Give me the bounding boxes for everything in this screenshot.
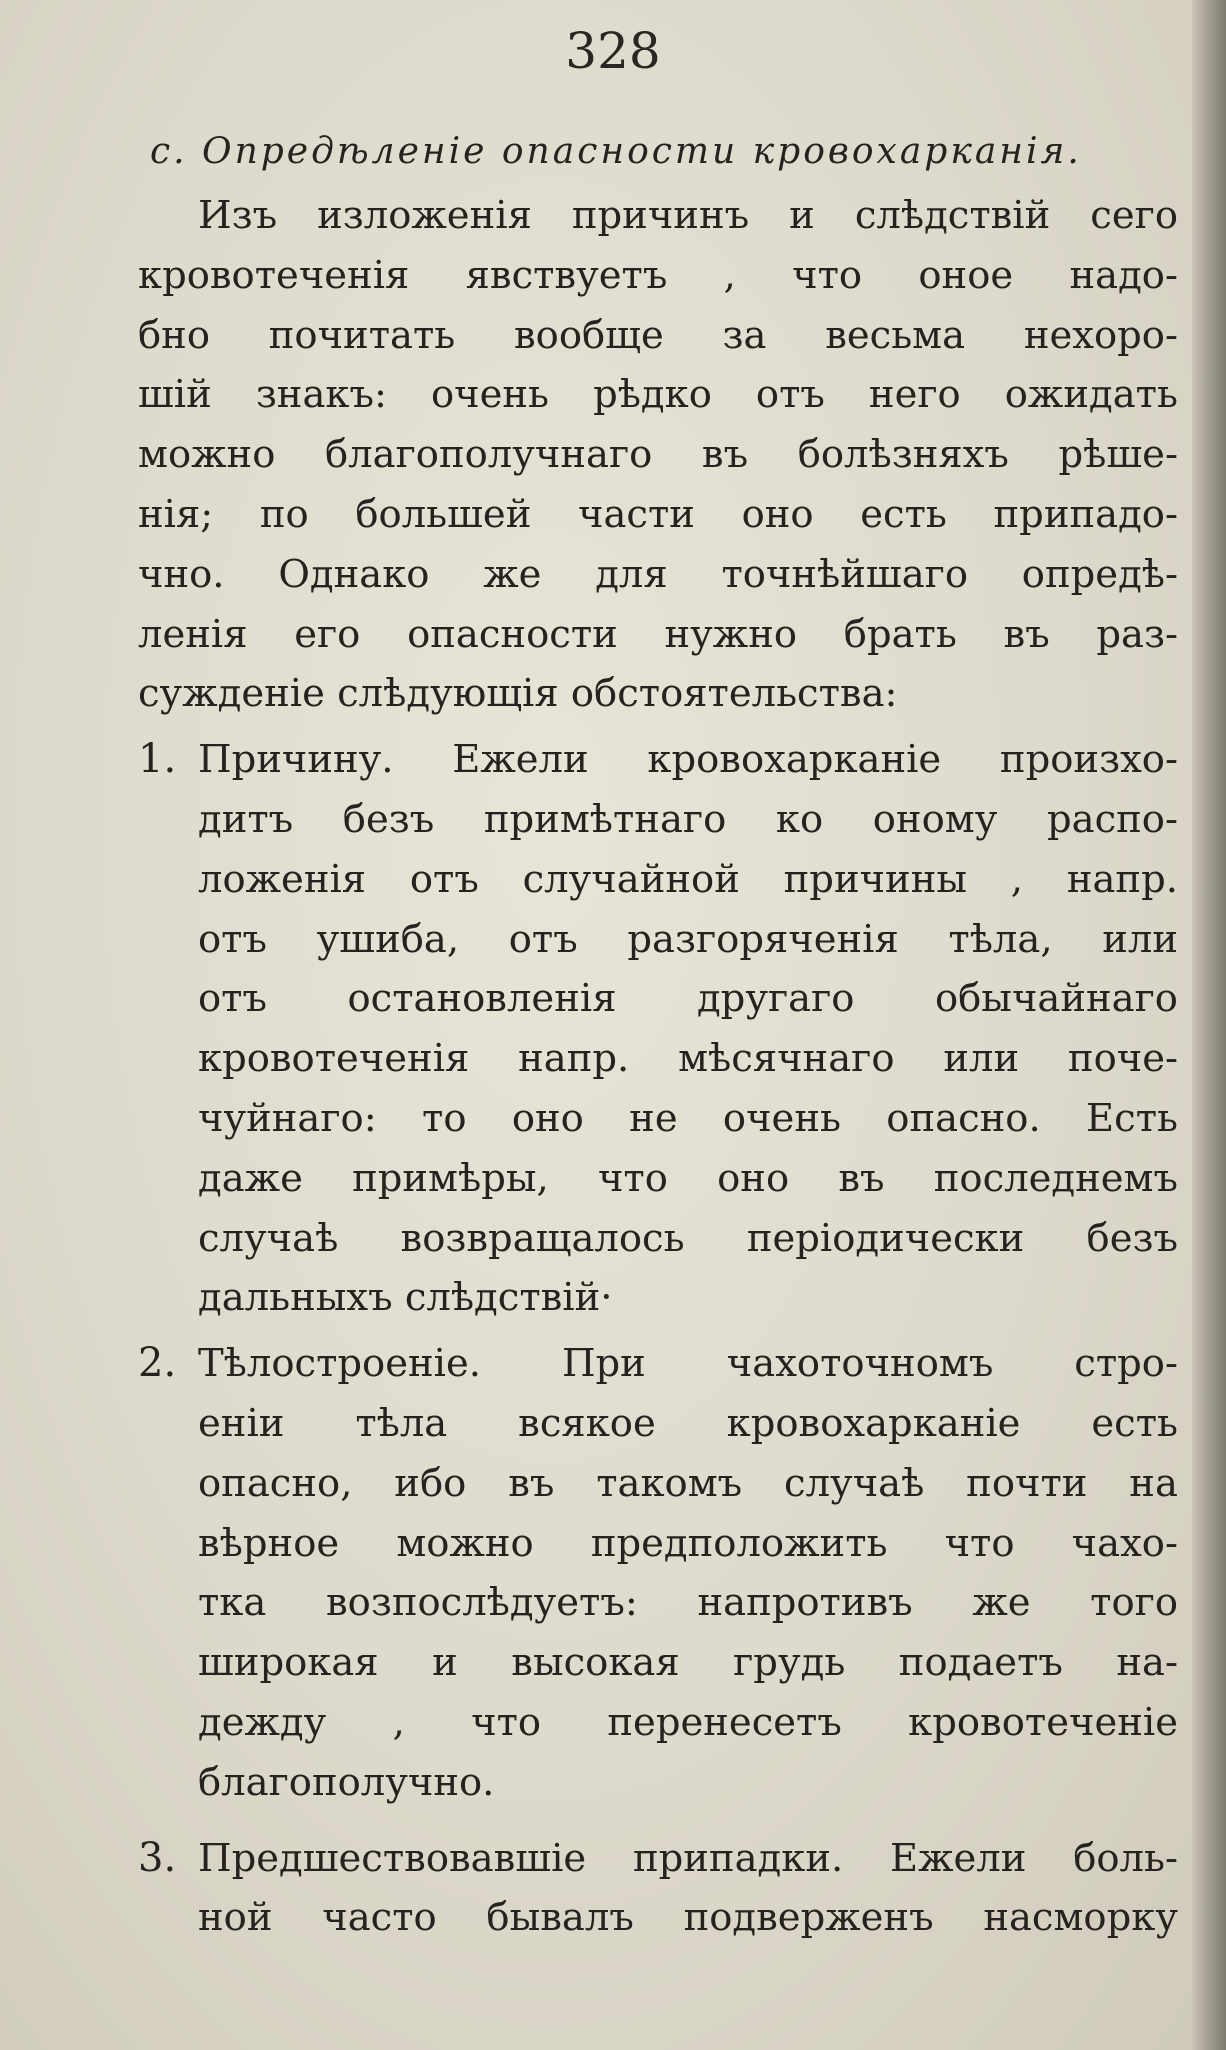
- word: мѣсячнаго: [678, 1036, 895, 1082]
- word: остановленія: [347, 976, 617, 1022]
- word: за: [722, 312, 767, 358]
- word: вообще: [513, 312, 664, 358]
- text-line: [138, 790, 1178, 850]
- word: весьма: [825, 312, 966, 358]
- word: обычайнаго: [934, 976, 1178, 1022]
- list-item-text: [138, 730, 1178, 1328]
- text-line: сужденіе слѣдующія обстоятельства:: [138, 671, 898, 717]
- word: дитъ: [198, 796, 294, 842]
- word: отъ: [198, 976, 267, 1022]
- text-line: [138, 1334, 1178, 1394]
- word: благополучнаго: [325, 432, 653, 478]
- word: Ежели: [889, 1835, 1027, 1881]
- list-item-3: [138, 1829, 1178, 1949]
- word: ибо: [394, 1460, 467, 1506]
- word: на-: [1116, 1640, 1178, 1686]
- word: ,: [723, 252, 736, 298]
- word: же: [972, 1580, 1031, 1626]
- word: подаетъ: [898, 1640, 1063, 1686]
- text-line: [138, 1209, 1178, 1269]
- word: отъ: [508, 916, 578, 962]
- word: почитать: [268, 312, 456, 358]
- word: рѣдко: [593, 372, 712, 418]
- word: что: [792, 252, 863, 298]
- word: примѣры,: [352, 1155, 549, 1201]
- word: ко: [775, 796, 824, 842]
- list-item-number: 3.: [138, 1834, 177, 1881]
- word: оному: [872, 796, 998, 842]
- text-line: [138, 1573, 1178, 1633]
- word: для: [595, 551, 668, 597]
- word: чно.: [138, 551, 225, 597]
- word: тѣла: [355, 1400, 448, 1446]
- text-line: [138, 485, 1178, 545]
- word: въ: [701, 432, 749, 478]
- word: часто: [322, 1895, 437, 1941]
- word: припадо-: [993, 491, 1178, 537]
- text-line: [138, 969, 1178, 1029]
- word: оное: [918, 252, 1014, 298]
- word: насморку: [983, 1895, 1178, 1941]
- text-line: [138, 730, 1178, 790]
- word: оно: [511, 1095, 584, 1141]
- word: подверженъ: [683, 1895, 934, 1941]
- word: широкая: [198, 1640, 379, 1686]
- text-line: [138, 1829, 1178, 1889]
- word: опасности: [407, 611, 618, 657]
- word: такомъ: [596, 1460, 743, 1506]
- text-line: [138, 910, 1178, 970]
- word: очень: [430, 372, 550, 418]
- word: ленія: [138, 611, 248, 657]
- word: предположить: [590, 1520, 888, 1566]
- word: на: [1129, 1460, 1178, 1506]
- word: случаѣ: [784, 1460, 925, 1506]
- word: періодически: [746, 1215, 1025, 1261]
- word: въ: [1003, 611, 1050, 657]
- page-body: [138, 122, 1178, 1948]
- text-line: [138, 1693, 1178, 1753]
- word: безъ: [342, 796, 435, 842]
- word: Есть: [1086, 1095, 1178, 1141]
- word: отъ: [198, 916, 267, 962]
- word: кровотеченія: [138, 252, 410, 298]
- word: кровотеченія: [198, 1036, 470, 1082]
- word: что: [471, 1699, 542, 1745]
- word: последнемъ: [933, 1155, 1178, 1201]
- word: можно: [396, 1520, 534, 1566]
- word: его: [294, 611, 361, 657]
- word: въ: [508, 1460, 555, 1506]
- word: возвращалось: [400, 1215, 685, 1261]
- word: него: [868, 372, 961, 418]
- word: кровохарканіе: [647, 737, 942, 783]
- word: опредѣ-: [1021, 551, 1178, 597]
- word: всякое: [518, 1400, 656, 1446]
- text-line: [138, 1454, 1178, 1514]
- word: бывалъ: [486, 1895, 634, 1941]
- word: чахоточномъ: [726, 1341, 994, 1387]
- intro-paragraph: [138, 186, 1178, 724]
- word: въ: [838, 1155, 885, 1201]
- word: припадки.: [632, 1835, 844, 1881]
- word: брать: [843, 611, 957, 657]
- word: случайной: [522, 856, 740, 902]
- word: нехоро-: [1023, 312, 1178, 358]
- word: чуйнаго:: [198, 1095, 377, 1141]
- word: и: [789, 193, 815, 238]
- text-line: [138, 186, 1178, 246]
- word: можно: [138, 432, 276, 478]
- word: ной: [198, 1895, 273, 1941]
- word: болѣзняхъ: [797, 432, 1009, 478]
- word: поче-: [1067, 1036, 1178, 1082]
- section-heading: c. Опредѣленіе опасности кровохарканія.: [150, 131, 1082, 172]
- word: что: [944, 1520, 1015, 1566]
- word: того: [1090, 1580, 1178, 1626]
- word: ,: [1010, 856, 1024, 902]
- word: ушиба,: [316, 916, 460, 962]
- word: точнѣйшаго: [721, 551, 969, 597]
- list-item-text: [138, 1829, 1178, 1949]
- list-item-1: [138, 730, 1178, 1328]
- word: перенесетъ: [607, 1699, 842, 1745]
- list-item-2: [138, 1334, 1178, 1812]
- page-number: 328: [565, 22, 661, 80]
- word: по: [259, 491, 309, 537]
- word: Ежели: [452, 737, 589, 783]
- word: отъ: [755, 372, 825, 418]
- word: или: [943, 1036, 1020, 1082]
- list-item-number: 1.: [138, 736, 177, 783]
- word: Тѣлостроеніе.: [198, 1341, 481, 1387]
- word: бно: [138, 312, 211, 358]
- word: вѣрное: [198, 1520, 340, 1566]
- text-line: [138, 365, 1178, 425]
- word: нужно: [664, 611, 798, 657]
- word: есть: [860, 491, 947, 537]
- word: причины: [783, 856, 968, 902]
- word: ,: [392, 1699, 405, 1745]
- text-line: [138, 1089, 1178, 1149]
- word: Предшествовавшіе: [198, 1835, 587, 1881]
- word: стро-: [1074, 1341, 1178, 1387]
- word: изложенія: [317, 193, 532, 238]
- word: есть: [1091, 1400, 1178, 1446]
- word: знакъ:: [255, 372, 387, 418]
- word: оно: [717, 1155, 790, 1201]
- word: рѣше-: [1058, 432, 1178, 478]
- text-line: [138, 1633, 1178, 1693]
- word: оно: [741, 491, 814, 537]
- word: дежду: [198, 1699, 327, 1745]
- text-line: [138, 850, 1178, 910]
- text-line: [138, 306, 1178, 366]
- word: даже: [198, 1155, 303, 1201]
- word: Изъ: [198, 193, 278, 238]
- word: разгоряченія: [627, 916, 899, 962]
- word: грудь: [733, 1640, 846, 1686]
- word: ложенія: [198, 856, 367, 902]
- word: тка: [198, 1580, 267, 1626]
- word: причинъ: [571, 193, 750, 238]
- word: явствуетъ: [465, 252, 668, 298]
- text-line: [138, 1149, 1178, 1209]
- word: произхо-: [999, 737, 1178, 783]
- word: же: [483, 551, 542, 597]
- word: почти: [966, 1460, 1088, 1506]
- text-line: [138, 1394, 1178, 1454]
- word: еніи: [198, 1400, 285, 1446]
- word: безъ: [1086, 1215, 1178, 1261]
- word: другаго: [696, 976, 855, 1022]
- word: раз-: [1096, 611, 1178, 657]
- text-line: [138, 1888, 1178, 1948]
- word: очень: [722, 1095, 841, 1141]
- word: При: [561, 1341, 646, 1387]
- text-line: [138, 425, 1178, 485]
- word: части: [578, 491, 695, 537]
- word: чахо-: [1071, 1520, 1178, 1566]
- word: то: [422, 1095, 467, 1141]
- list-item-text: [138, 1334, 1178, 1812]
- word: сего: [1090, 193, 1178, 238]
- text-line: [138, 545, 1178, 605]
- word: нія;: [138, 491, 214, 537]
- word: распо-: [1046, 796, 1178, 842]
- page-edge-shadow: [1192, 0, 1226, 2050]
- word: напр.: [518, 1036, 630, 1082]
- word: шій: [138, 372, 212, 418]
- text-line: [138, 605, 1178, 665]
- word: опасно,: [198, 1460, 353, 1506]
- word: и: [432, 1640, 458, 1686]
- word: слѣдствій: [854, 193, 1051, 238]
- text-line: [138, 1514, 1178, 1574]
- word: напротивъ: [697, 1580, 913, 1626]
- list-item-number: 2.: [138, 1340, 177, 1387]
- word: ожидать: [1004, 372, 1178, 418]
- word: боль-: [1073, 1835, 1178, 1881]
- word: Однако: [278, 551, 430, 597]
- word: или: [1102, 916, 1178, 962]
- text-line: благополучно.: [198, 1759, 495, 1805]
- word: примѣтнаго: [483, 796, 727, 842]
- word: возпослѣдуетъ:: [325, 1580, 638, 1626]
- text-line: [138, 1029, 1178, 1089]
- word: надо-: [1069, 252, 1178, 298]
- word: не: [629, 1095, 678, 1141]
- word: Причину.: [198, 737, 394, 783]
- word: кровотеченіе: [908, 1699, 1178, 1745]
- word: отъ: [409, 856, 479, 902]
- word: опасно.: [886, 1095, 1041, 1141]
- word: тѣла,: [948, 916, 1053, 962]
- word: большей: [355, 491, 532, 537]
- word: высокая: [511, 1640, 680, 1686]
- text-line: дальныхъ слѣдствій·: [198, 1275, 613, 1321]
- word: кровохарканіе: [726, 1400, 1021, 1446]
- word: что: [597, 1155, 668, 1201]
- text-line: [138, 246, 1178, 306]
- word: случаѣ: [198, 1215, 339, 1261]
- word: напр.: [1066, 856, 1178, 902]
